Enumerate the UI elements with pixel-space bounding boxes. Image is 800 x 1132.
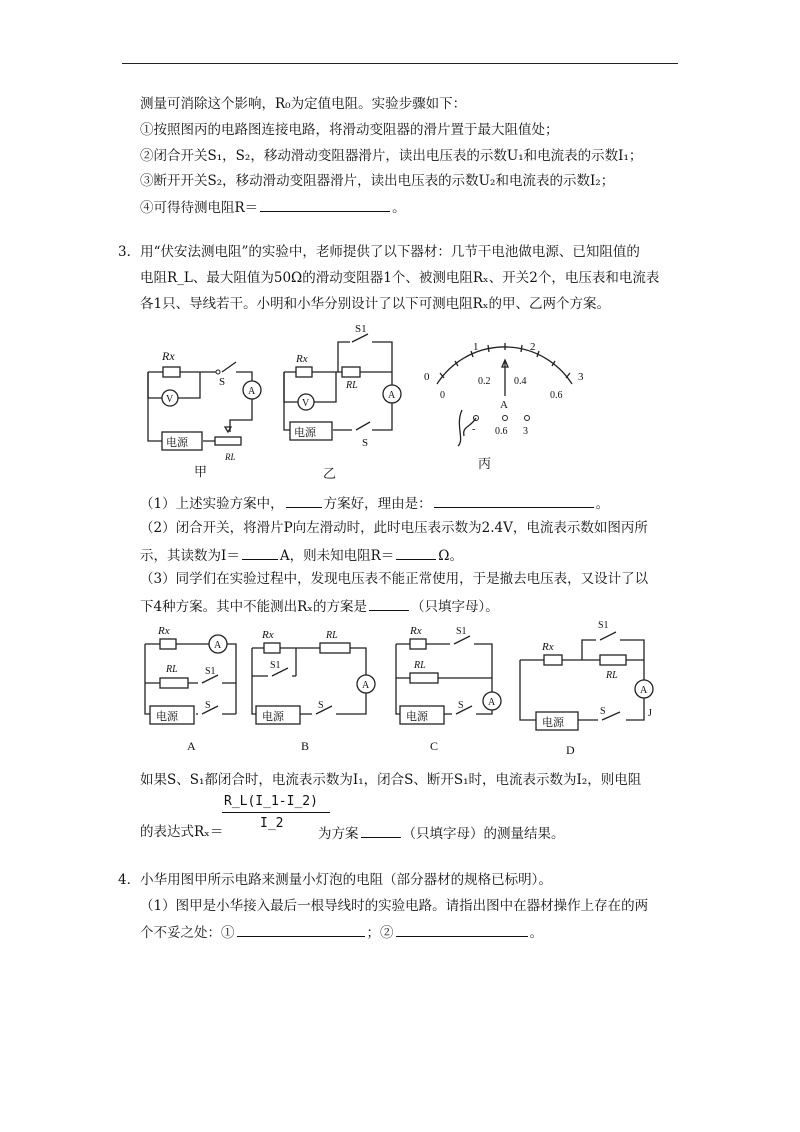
bing-unit-label: A: [500, 399, 508, 411]
d-j-label: J: [648, 708, 652, 719]
q3-line-2: 电阻R_L、最大阻值为50Ω的滑动变阻器1个、被测电阻Rₓ、开关2个，电压表和电流表: [140, 270, 660, 286]
bing-tick-top-2: 2: [530, 341, 536, 353]
q3-part-3b: 下4种方案。其中不能测出Rₓ的方案是 （只填字母）。: [140, 596, 499, 616]
q3-part-4b: 的表达式Rₓ＝: [140, 824, 224, 840]
jia-ammeter-label: A: [248, 386, 256, 397]
c-s1-label: S1: [456, 626, 467, 637]
a-ammeter-label: A: [214, 640, 222, 651]
q4-line-1: 4．小华用图甲所示电路来测量小灯泡的电阻（部分器材的规格已标明）。: [118, 872, 552, 888]
b-source-label: 电源: [262, 711, 284, 723]
q3-part-1: （1）上述实验方案中， 方案好，理由是： 。: [140, 493, 609, 513]
c-s-label: S: [458, 700, 464, 711]
step-3: ③断开开关S₂，移动滑动变阻器滑片，读出电压表的示数U₂和电流表的示数I₂；: [140, 173, 615, 189]
figure-option-b: [252, 629, 375, 753]
step-1: ①按照图丙的电路图连接电路，将滑动变阻器的滑片置于最大阻值处；: [140, 122, 559, 138]
q3-part-2a: （2）闭合开关，将滑片P向左滑动时，此时电压表示数为2.4V，电流表示数如图丙所: [140, 520, 648, 536]
jia-caption: 甲: [194, 464, 208, 479]
d-caption: D: [566, 743, 575, 757]
jia-rx-label: Rx: [162, 349, 175, 363]
q3-part-4c: 为方案 （只填字母）的测量结果。: [318, 823, 565, 843]
q4-line-3: 个不妥之处：① ；② 。: [140, 922, 543, 942]
b-s1-label: S1: [270, 660, 281, 671]
bing-terminal-06: 0.6: [495, 426, 508, 437]
a-s1-label: S1: [205, 666, 216, 677]
c-rl-label: RL: [414, 660, 426, 671]
a-caption: A: [187, 739, 196, 753]
c-ammeter-label: A: [488, 697, 496, 708]
b-rx-label: Rx: [262, 629, 274, 641]
c-rx-label: Rx: [410, 625, 422, 637]
figure-bing: [424, 341, 584, 471]
step-intro: 测量可消除这个影响，R₀为定值电阻。实验步骤如下：: [140, 96, 467, 112]
step-2: ②闭合开关S₁，S₂，移动滑动变阻器滑片，读出电压表的示数U₁和电流表的示数I₁；: [140, 148, 643, 164]
d-source-label: 电源: [542, 717, 564, 729]
b-s-label: S: [318, 700, 324, 711]
yi-ammeter-label: A: [388, 390, 396, 401]
bing-tick-bottom-2: 0.4: [514, 376, 527, 387]
bing-terminal-neg: -: [472, 424, 476, 435]
jia-voltmeter-label: V: [166, 394, 174, 405]
d-rl-label: RL: [606, 670, 618, 681]
q3-part-4a: 如果S、S₁都闭合时，电流表示数为I₁，闭合S、断开S₁时，电流表示数为I₂，则电阻: [140, 772, 642, 788]
q3-line-3: 各1只、导线若干。小明和小华分别设计了以下可测电阻Rₓ的甲、乙两个方案。: [140, 296, 610, 312]
yi-rx-label: Rx: [296, 353, 308, 365]
bing-tick-top-3: 3: [578, 371, 584, 383]
jia-rl-label: RL: [225, 452, 236, 462]
a-rx-label: Rx: [158, 625, 170, 637]
b-ammeter-label: A: [362, 680, 370, 691]
c-source-label: 电源: [406, 711, 428, 723]
q3-line-1: 3．用“伏安法测电阻”的实验中，老师提供了以下器材：几节干电池做电源、已知阻值的: [118, 244, 640, 260]
yi-s1-label: S1: [355, 323, 367, 335]
formula-denominator: I_2: [260, 816, 284, 831]
yi-rl-label: RL: [346, 380, 358, 391]
a-rl-label: RL: [166, 664, 178, 675]
figure-option-c: [396, 625, 501, 753]
a-s-label: S: [205, 700, 211, 711]
b-caption: B: [301, 739, 310, 753]
q3-part-3a: （3）同学们在实验过程中，发现电压表不能正常使用，于是撤去电压表，又设计了以: [140, 571, 649, 587]
figure-jia: [148, 349, 261, 479]
bing-caption: 丙: [478, 456, 492, 471]
yi-source-label: 电源: [294, 427, 316, 439]
bing-tick-bottom-3: 0.6: [550, 390, 563, 401]
formula-numerator: R_L(I_1-I_2): [224, 794, 318, 809]
c-caption: C: [430, 739, 439, 753]
d-s-label: S: [600, 706, 606, 717]
q3-part-2b: 示，其读数为I＝ A，则未知电阻R＝ Ω。: [140, 545, 463, 565]
figure-option-a: [145, 625, 236, 753]
yi-caption: 乙: [323, 466, 337, 481]
bing-tick-top-1: 1: [473, 341, 479, 353]
q4-line-2: （1）图甲是小华接入最后一根导线时的实验电路。请指出图中在器材操作上存在的两: [140, 898, 649, 914]
jia-s-label: S: [219, 376, 226, 388]
bing-tick-bottom-1: 0.2: [478, 376, 491, 387]
d-rx-label: Rx: [542, 641, 554, 653]
a-source-label: 电源: [156, 711, 178, 723]
figure-option-d: [520, 620, 653, 757]
bing-terminal-3: 3: [523, 426, 528, 437]
figure-yi: [284, 323, 401, 481]
d-ammeter-label: A: [640, 685, 648, 696]
jia-source-label: 电源: [166, 437, 188, 449]
bing-tick-bottom-0: 0: [440, 390, 445, 401]
step-4: ④可得待测电阻R＝ 。: [140, 197, 406, 217]
yi-voltmeter-label: V: [302, 398, 310, 409]
bing-tick-top-0: 0: [424, 371, 430, 383]
yi-s-label: S: [362, 437, 369, 449]
b-rl-label: RL: [326, 630, 338, 641]
d-s1-label: S1: [598, 620, 609, 631]
